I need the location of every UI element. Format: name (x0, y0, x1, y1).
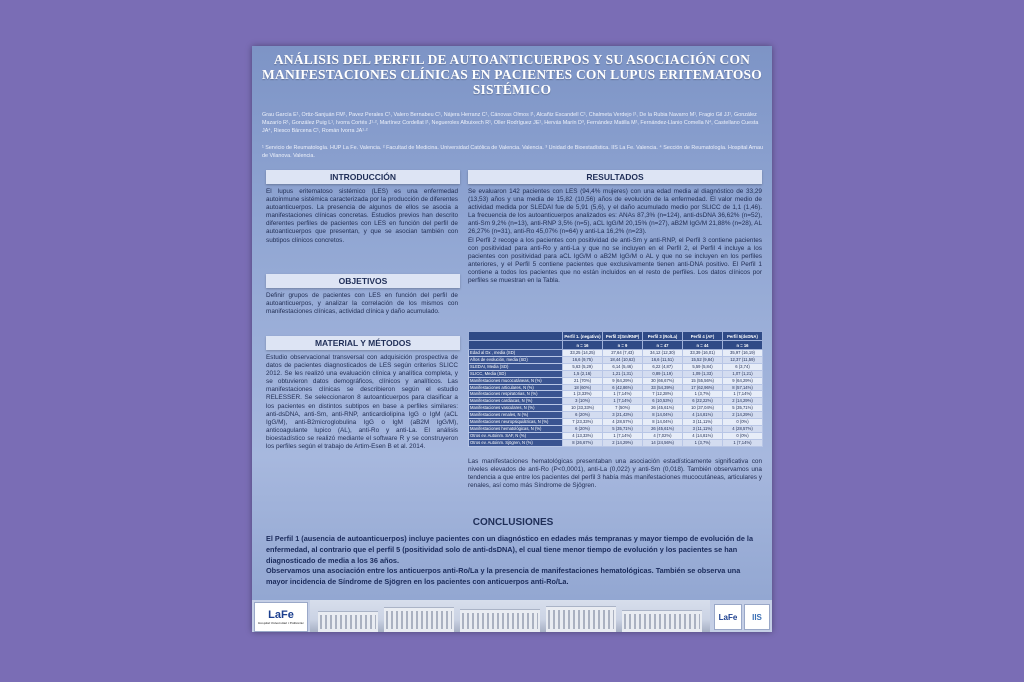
table-cell: 27,64 (7,43) (603, 350, 643, 357)
table-cell: 9 (64,29%) (723, 377, 763, 384)
table-cell: 4 (28,57%) (723, 425, 763, 432)
table-row (469, 412, 763, 419)
table-cell: 35,97 (16,19) (723, 350, 763, 357)
table-cell: 6 (20%) (563, 412, 603, 419)
table-cell: 5,59 (5,84) (683, 363, 723, 370)
table-row-label: SLEDAI, Media (SD) (469, 363, 563, 370)
table-row-label: SLICC, Media (SD) (469, 370, 563, 377)
lafe-logo-subtext: Hospital Universitari i Politècnic (258, 621, 304, 625)
table-cell: 6,14 (5,46) (603, 363, 643, 370)
table-subheader-cell: n = 9 (603, 341, 643, 350)
metodos-heading: MATERIAL Y MÉTODOS (266, 336, 460, 350)
table-cell: 6 (22,22%) (683, 398, 723, 405)
table-cell: 1 (7,14%) (603, 398, 643, 405)
results-table (468, 331, 763, 447)
table-cell: 33,39 (16,01) (683, 350, 723, 357)
table-cell: 16,6 (9,75) (563, 356, 603, 363)
table-cell: 18,44 (10,62) (603, 356, 643, 363)
hospital-building-image (310, 600, 710, 632)
table-cell: 7 (12,28%) (643, 391, 683, 398)
table-cell: 6 (10,53%) (643, 398, 683, 405)
table-cell: 7 (50%) (603, 405, 643, 412)
table-header-cell: Perfil 5(dsDNA) (723, 332, 763, 341)
table-row-label: Años de evolución, media (SD) (469, 356, 563, 363)
table-cell: 1,5 (2,16) (563, 370, 603, 377)
table-row-label: Manifestaciones hematológicas, N (%) (469, 425, 563, 432)
intro-heading: INTRODUCCIÓN (266, 170, 460, 184)
conclusiones-heading: CONCLUSIONES (472, 517, 554, 528)
table-cell: 1 (7,14%) (723, 391, 763, 398)
table-row-label: Edad al Dx , media (SD) (469, 350, 563, 357)
table-cell: 1,09 (1,33) (683, 370, 723, 377)
table-cell: 0,89 (1,19) (643, 370, 683, 377)
table-cell: 3 (11,11%) (683, 425, 723, 432)
table-cell: 2 (14,29%) (723, 412, 763, 419)
table-cell: 21 (70%) (563, 377, 603, 384)
table-header-cell (469, 332, 563, 341)
table-cell: 4 (13,33%) (563, 432, 603, 439)
table-cell: 17 (62,96%) (683, 384, 723, 391)
table-subheader-row (469, 341, 763, 350)
resultados-text-2: Las manifestaciones hematológicas presentaban una asociación estadísticamente significativa con niveles elevados de anti-Ro (P<0,0001), anti-La (0,022) y anti-Sm (0,018). También observamos una tendencia a que entre los pacientes del perfil 3 había más manifestaciones mucocutáneas, articulares y renales, así como más Síndrome de Sjögren. (468, 458, 762, 490)
table-cell: 5 (35,71%) (603, 425, 643, 432)
table-cell: 1 (7,14%) (603, 432, 643, 439)
table-cell: 10 (37,04%) (683, 405, 723, 412)
intro-text: El lupus eritematoso sistémico (LES) es una enfermedad autoinmune sistémica caracterizada por la producción de diferentes autoanticuerpos. La presencia de algunos de ellos se asocia a manifestaciones clínicas concretas. Estudios previos han descrito diferentes perfiles de pacientes con LES en función del perfil de autoanticuerpos que presentan, y que se asocian también con subtipos clínicos concretos. (266, 188, 458, 244)
resultados-text: Se evaluaron 142 pacientes con LES (94,4% mujeres) con una edad media al diagnóstico de 33,29 (13,53) años y una media de 15,82 (10,56) años de evolución de la enfermedad. El valor medio de actividad medida por SLEDAI fue de 5,91 (5,6), y el daño acumulado medio por SLICC de 1,1 (1,46). La frecuencia de los autoanticuerpos analizados es: ANAs 87,3% (n=124), anti-dsDNA 36,62% (n=52), anti-Sm 9,2% (n=13), anti-RNP 3,5% (n=5), aCL IgG/M 20,15% (n=27), aB2M IgG/M 21,88% (n=28), AL 26,27% (n=31), anti-Ro 45,07% (n=64) y anti-La 16,2% (n=23). El Perfil 2 recoge a los pacientes con positividad de anti-Sm y anti-RNP, el Perfil 3 contiene pacientes con positividad para anti-Ro y anti-La y que no se incluyen en el Perfil 2, el Perfil 4 incluye a los pacientes con positividad para aCL IgG/M o aB2M IgG/M o AL y que no se incluyen en los perfiles anteriores, y el Perfil 5 contiene pacientes que exclusivamente tienen anti-DNA positivo. El Perfil 1 contiene a todos los pacientes que no están incluidos en el resto de perfiles. Los datos clínicos por perfiles se muestran en la Tabla. (468, 188, 762, 285)
table-cell: 4 (14,81%) (683, 432, 723, 439)
conclusiones-text: El Perfil 1 (ausencia de autoanticuerpos) incluye pacientes con un diagnóstico en edades más tempranas y mayor tiempo de evolución de la enfermedad, al contrario que el perfil 5 (positividad solo de anti-dsDNA), el cual tiene menor tiempo de evolución y los pacientes se han diagnosticado de media a los 36 años. Observamos una asociación entre los anticuerpos anti-Ro/La y la presencia de manifestaciones hematológicas. También se observa una mayor incidencia de Síndrome de Sjögren en los pacientes con anticuerpos anti-Ro/La. (266, 534, 754, 587)
lafe-logo-right: LaFe (714, 604, 742, 630)
table-cell: 8 (14,04%) (643, 419, 683, 426)
table-cell: 6 (42,86%) (603, 384, 643, 391)
table-row (469, 439, 763, 446)
table-cell: 0 (0%) (723, 432, 763, 439)
table-cell: 34,12 (12,30) (643, 350, 683, 357)
table-row (469, 391, 763, 398)
table-row (469, 377, 763, 384)
table-cell: 26 (45,61%) (643, 405, 683, 412)
table-cell: 16,6 (11,51) (643, 356, 683, 363)
table-row-label: Otros ev. Autoinm. Sjögren, N (%) (469, 439, 563, 446)
table-cell: 15 (55,56%) (683, 377, 723, 384)
table-row (469, 363, 763, 370)
table-row (469, 356, 763, 363)
table-cell: 3 (11,11%) (683, 419, 723, 426)
table-subheader-cell: n = 16 (563, 341, 603, 350)
table-subheader-cell: n = 44 (683, 341, 723, 350)
table-cell: 33,25 (14,25) (563, 350, 603, 357)
table-row (469, 405, 763, 412)
table-subheader-cell: n = 47 (643, 341, 683, 350)
table-cell: 8 (57,14%) (723, 384, 763, 391)
table-row-label: Manifestaciones respiratorias, N (%) (469, 391, 563, 398)
table-cell: 1,07 (1,21) (723, 370, 763, 377)
objetivos-heading: OBJETIVOS (266, 274, 460, 288)
table-header-cell: Perfil 4 (AF) (683, 332, 723, 341)
table-cell: 3 (10%) (563, 398, 603, 405)
poster (252, 46, 772, 632)
table-cell: 15,52 (9,84) (683, 356, 723, 363)
table-cell: 4 (28,57%) (603, 419, 643, 426)
lafe-logo-text: LaFe (268, 609, 294, 621)
table-header-cell: Perfil 1. (negativo) (564, 333, 601, 339)
table-row-label: Otros ev. Autoinm. SAF, N (%) (469, 432, 563, 439)
table-row (469, 370, 763, 377)
table-row-label: Manifestaciones articulares, N (%) (469, 384, 563, 391)
table-header-row (469, 332, 763, 341)
table-row-label: Manifestaciones renales, N (%) (469, 412, 563, 419)
objetivos-text: Definir grupos de pacientes con LES en función del perfil de autoanticuerpos, y analizar la correlación de los mismos con manifestaciones clínicas, actividad clínica y daño acumulado. (266, 292, 458, 316)
table-cell: 0 (0%) (723, 419, 763, 426)
table-cell: 5,63 (5,29) (563, 363, 603, 370)
table-row-label: Manifestaciones vasculares, N (%) (469, 405, 563, 412)
table-row-label: Manifestaciones mucocutáneas, N (%) (469, 377, 563, 384)
table-cell: 1 (7,14%) (723, 439, 763, 446)
table-cell: 2 (14,29%) (723, 398, 763, 405)
table-row (469, 384, 763, 391)
table-cell: 1 (3,7%) (683, 439, 723, 446)
authors: Grau García E¹, Ortiz-Sanjuán FM¹, Pavez Perales C¹, Valero Bernabeu C¹, Nájera Herranz C¹, Cánovas Olmos I¹, Alcañiz Escandell C¹, Chalmeta Verdejo I¹, De la Rubia Navarro M¹, Fragio Gil JJ¹, González Mazarío R¹, González Puig L¹, Ivorra Cortés J¹·², Martínez Cordellat I¹, Negueroles Albuixech R¹, Oller Rodríguez JE¹, Hervás Marín D³, Fernández Matilla M¹, Fernández-Llanio Comella N⁴, Castellano Cuesta JA⁴, Riesco Bárcena C¹, Román Ivorra JA¹·² (262, 112, 759, 134)
table-cell: 4 (7,02%) (643, 432, 683, 439)
table-cell: 7 (23,33%) (563, 419, 603, 426)
resultados-heading: RESULTADOS (468, 170, 762, 184)
table-row (469, 425, 763, 432)
table-cell: 8 (26,67%) (563, 439, 603, 446)
table-header-cell: Perfil 2(Sm/RNP) (603, 332, 643, 341)
table-cell: 1 (3,7%) (683, 391, 723, 398)
table-cell: 12,37 (11,59) (723, 356, 763, 363)
table-row (469, 432, 763, 439)
metodos-text: Estudio observacional transversal con adquisición prospectiva de datos de pacientes diagnosticados de LES según criterios SLICC 2012. Se les realizó una evaluación clínica y analítica completa, y se obtuvieron datos demográficos, clínicos y analíticos. Las manifestaciones clínicas se describieron según el estudio RELESSER. Se seleccionaron 8 autoanticuerpos para clasificar a los pacientes en distintos subtipos en base a perfiles similares: anti-dsDNA, anti-Sm, anti-RNP, anticardiolipina IgG o IgM (aCL IgG/M), anti-B2microglobulina IgG o IgM (aB2M IgG/M), anticoagulante lupico (AL), anti-Ro y anti-La. El análisis bioestadístico se realizó mediante el software R y se construyeron los perfiles según el trabajo de Artim-Esen B et al. 2014. (266, 354, 458, 451)
table-cell: 6 (3,74) (723, 363, 763, 370)
table-header-cell: Perfil 3 (Ro/La) (643, 332, 683, 341)
table-row (469, 398, 763, 405)
table-cell: 1 (7,14%) (603, 391, 643, 398)
table-cell: 30 (66,67%) (643, 377, 683, 384)
table-cell: 10 (33,33%) (563, 405, 603, 412)
table-cell: 14 (24,56%) (643, 439, 683, 446)
table-row-label: Manifestaciones neuropsiquiátricas, N (%) (469, 419, 563, 426)
footer (252, 600, 772, 632)
table-cell: 26 (45,61%) (643, 425, 683, 432)
table-cell: 9 (64,29%) (603, 377, 643, 384)
table-cell: 6,22 (4,87) (643, 363, 683, 370)
table-subheader-cell: n = 16 (723, 341, 763, 350)
affiliations: ¹ Servicio de Reumatología. HUP La Fe. Valencia. ² Facultad de Medicina. Universidad Católica de Valencia. Valencia. ³ Unidad de Bioestadística. IIS La Fe. Valencia. ⁴ Sección de Reumatología. Hospital Arnau de Vilanova. Valencia. (262, 145, 764, 159)
table-cell: 4 (14,81%) (683, 412, 723, 419)
table-cell: 2 (14,29%) (603, 439, 643, 446)
table-cell: 1,21 (1,31) (603, 370, 643, 377)
table-cell: 1 (3,33%) (563, 391, 603, 398)
iis-logo: IIS (744, 604, 770, 630)
lafe-logo (254, 602, 308, 632)
table-cell: 18 (60%) (563, 384, 603, 391)
table-row-label: Manifestaciones cardiacas, N (%) (469, 398, 563, 405)
table-cell: 33 (54,39%) (643, 384, 683, 391)
table-cell: 3 (21,43%) (603, 412, 643, 419)
table-row (469, 419, 763, 426)
table-cell: 6 (20%) (563, 425, 603, 432)
table-row (469, 350, 763, 357)
table-cell: 8 (14,04%) (643, 412, 683, 419)
table-subheader-cell (469, 341, 563, 350)
poster-title: ANÁLISIS DEL PERFIL DE AUTOANTICUERPOS Y SU ASOCIACIÓN CON MANIFESTACIONES CLÍNICAS EN PACIENTES CON LUPUS ERITEMATOSO SISTÉMICO (262, 52, 762, 97)
table-cell: 5 (35,71%) (723, 405, 763, 412)
